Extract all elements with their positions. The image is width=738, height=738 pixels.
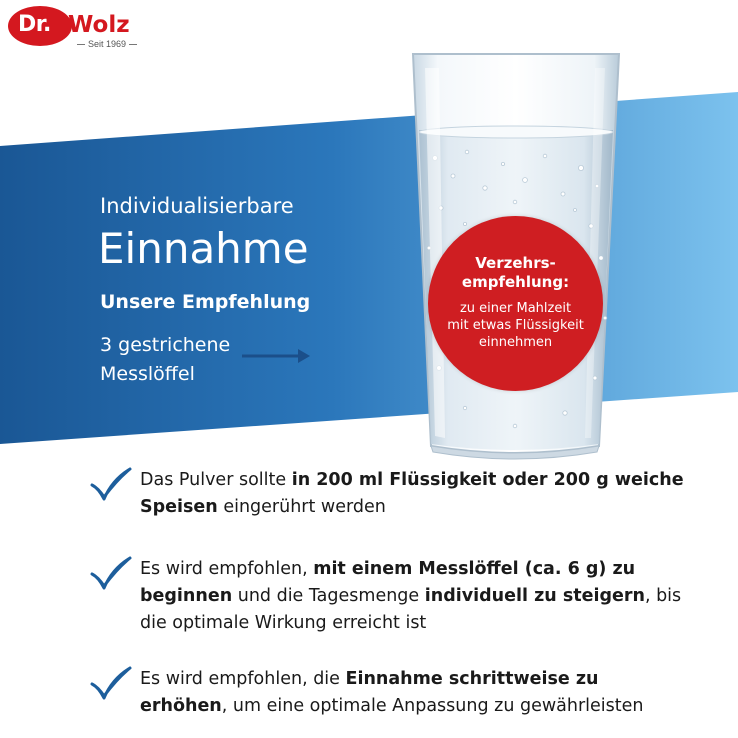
- bullet-text-segment: , bis die optimale Wirkung erreicht ist: [140, 586, 682, 633]
- bullet-text-segment: eingerührt werden: [217, 497, 386, 517]
- dose-line2: Messlöffel: [100, 363, 195, 385]
- dose-line1: 3 gestrichene: [100, 334, 231, 356]
- check-icon: [90, 556, 132, 592]
- bullet-text-segment: Das Pulver sollte: [140, 470, 292, 490]
- bullet-text-2: [140, 556, 685, 637]
- bullet-bold-text: mit einem Messlöffel (ca. 6 g) zu beginnen: [140, 559, 636, 606]
- dose-text: [100, 331, 250, 389]
- bullet-bold-text: individuell zu steigern: [424, 586, 645, 606]
- check-icon: [90, 467, 132, 503]
- badge-title-line2: empfehlung:: [461, 273, 570, 291]
- bullet-text-segment: Es wird empfohlen,: [140, 559, 314, 579]
- badge-title: [428, 254, 603, 292]
- headline-line2: Einnahme: [98, 224, 309, 273]
- bullet-bold-text: in 200 ml Flüssigkeit oder 200 g weiche Speisen: [140, 470, 684, 517]
- badge-text-line1: zu einer Mahlzeit: [459, 301, 572, 316]
- recommendation-label: Unsere Empfehlung: [100, 291, 311, 313]
- bullet-text-segment: und die Tagesmenge: [232, 586, 425, 606]
- bullet-text-3: [140, 666, 685, 720]
- badge-text: [428, 300, 603, 351]
- brand-logo: [8, 6, 148, 52]
- bullet-text-1: [140, 467, 685, 521]
- badge-text-line2: mit etwas Flüssigkeit: [447, 318, 584, 333]
- consumption-badge: [428, 216, 603, 391]
- badge-title-line1: Verzehrs-: [475, 254, 556, 272]
- bullet-text-segment: Es wird empfohlen, die: [140, 669, 346, 689]
- logo-since: Seit 1969: [74, 39, 140, 49]
- bullet-text-segment: , um eine optimale Anpassung zu gewährleisten: [221, 696, 644, 716]
- badge-text-line3: einnehmen: [478, 335, 553, 350]
- headline-line1: Individualisierbare: [100, 194, 294, 218]
- arrow-right-icon: [242, 346, 312, 366]
- bullet-bold-text: Einnahme schrittweise zu erhöhen: [140, 669, 599, 716]
- logo-dr-text: Dr.: [18, 12, 51, 37]
- check-icon: [90, 666, 132, 702]
- logo-brand-name: Wolz: [68, 12, 130, 38]
